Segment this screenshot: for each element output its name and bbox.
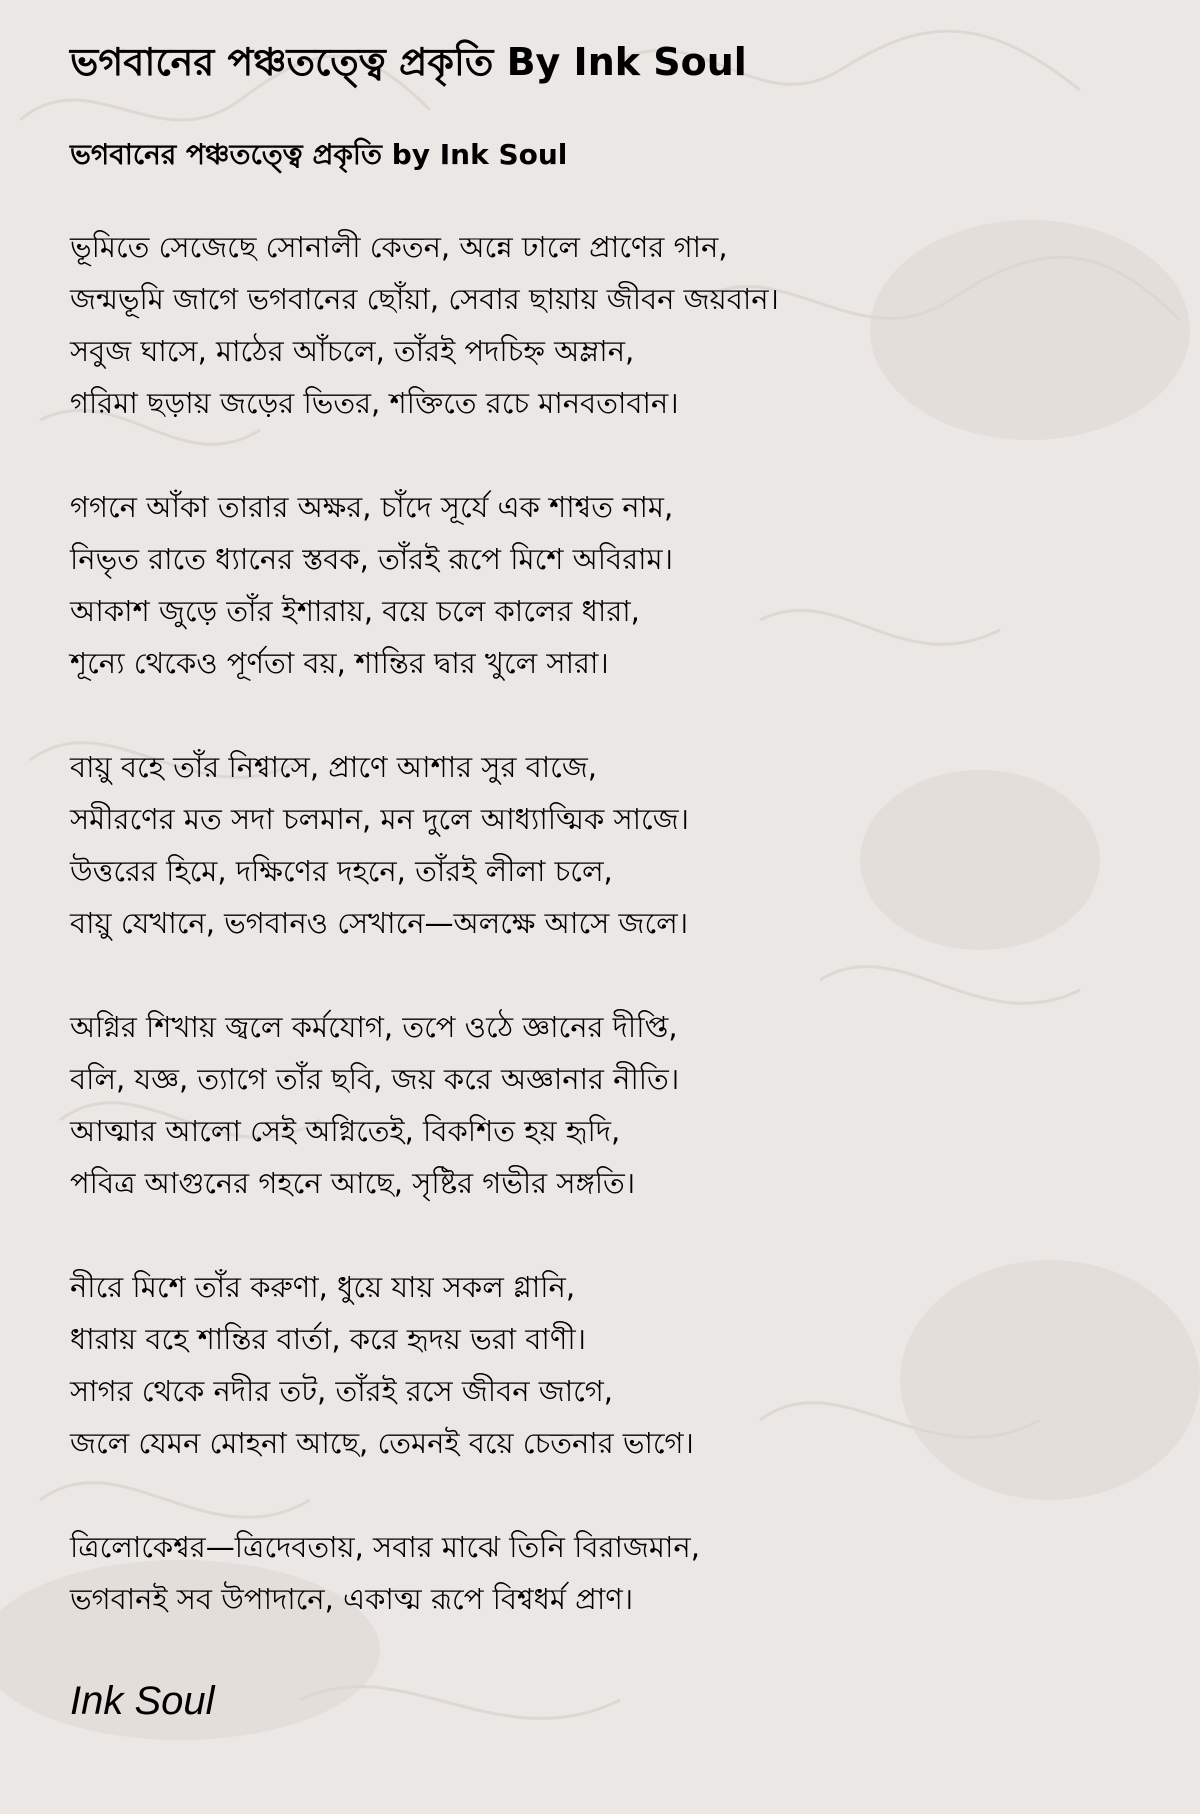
poem-line: সাগর থেকে নদীর তট, তাঁরই রসে জীবন জাগে, [70, 1374, 614, 1409]
poem-stanza [70, 1521, 1150, 1625]
poem-line: নিভৃত রাতে ধ্যানের স্তবক, তাঁরই রূপে মিশে অবিরাম। [70, 542, 674, 577]
poem-stanza [70, 481, 1150, 689]
poem-stanza [70, 741, 1150, 949]
poem-line: অগ্নির শিখায় জ্বলে কর্মযোগ, তপে ওঠে জ্ঞানের দীপ্তি, [70, 1010, 678, 1045]
poem-line: ধারায় বহে শান্তির বার্তা, করে হৃদয় ভরা বাণী। [70, 1322, 587, 1357]
poem-line: আকাশ জুড়ে তাঁর ইশারায়, বয়ে চলে কালের ধারা, [70, 594, 640, 629]
poem-subtitle: ভগবানের পঞ্চতত্ত্বে প্রকৃতি by Ink Soul [70, 137, 568, 171]
poem-stanza [70, 1001, 1150, 1209]
poem-line: বলি, যজ্ঞ, ত্যাগে তাঁর ছবি, জয় করে অজ্ঞানার নীতি। [70, 1062, 680, 1097]
poem-line: আত্মার আলো সেই অগ্নিতেই, বিকশিত হয় হৃদি, [70, 1114, 621, 1149]
poem-line: পবিত্র আগুনের গহনে আছে, সৃষ্টির গভীর সঙ্গতি। [70, 1166, 636, 1201]
poem-line: উত্তরের হিমে, দক্ষিণের দহনে, তাঁরই লীলা চলে, [70, 854, 613, 889]
poem-line: ভূমিতে সেজেছে সোনালী কেতন, অন্নে ঢালে প্রাণের গান, [70, 230, 728, 265]
poem-line: ভগবানই সব উপাদানে, একাত্ম রূপে বিশ্বধর্ম প্রাণ। [70, 1582, 634, 1617]
poem-stanza [70, 221, 1150, 429]
poem-container [70, 40, 1150, 1725]
poem-line: ত্রিলোকেশ্বর—ত্রিদেবতায়, সবার মাঝে তিনি বিরাজমান, [70, 1530, 700, 1565]
poem-line: গগনে আঁকা তারার অক্ষর, চাঁদে সূর্যে এক শাশ্বত নাম, [70, 490, 674, 525]
poem-line: নীরে মিশে তাঁর করুণা, ধুয়ে যায় সকল গ্লানি, [70, 1270, 576, 1305]
poem-line: শূন্যে থেকেও পূর্ণতা বয়, শান্তির দ্বার খুলে সারা। [70, 646, 609, 681]
poem-line: বায়ু বহে তাঁর নিশ্বাসে, প্রাণে আশার সুর বাজে, [70, 750, 597, 785]
poem-line: বায়ু যেখানে, ভগবানও সেখানে—অলক্ষে আসে জলে। [70, 906, 689, 941]
poem-line: জলে যেমন মোহনা আছে, তেমনই বয়ে চেতনার ভাগে। [70, 1426, 694, 1461]
author-signature: Ink Soul [70, 1679, 215, 1724]
poem-line: সমীরণের মত সদা চলমান, মন দুলে আধ্যাত্মিক সাজে। [70, 802, 690, 837]
poem-body [70, 221, 1150, 1625]
poem-stanza [70, 1261, 1150, 1469]
poem-line: গরিমা ছড়ায় জড়ের ভিতর, শক্তিতে রচে মানবতাবান। [70, 386, 679, 421]
poem-line: সবুজ ঘাসে, মাঠের আঁচলে, তাঁরই পদচিহ্ন অম্লান, [70, 334, 635, 369]
poem-title: ভগবানের পঞ্চতত্ত্বে প্রকৃতি By Ink Soul [70, 40, 747, 84]
poem-line: জন্মভূমি জাগে ভগবানের ছোঁয়া, সেবার ছায়ায় জীবন জয়বান। [70, 282, 779, 317]
